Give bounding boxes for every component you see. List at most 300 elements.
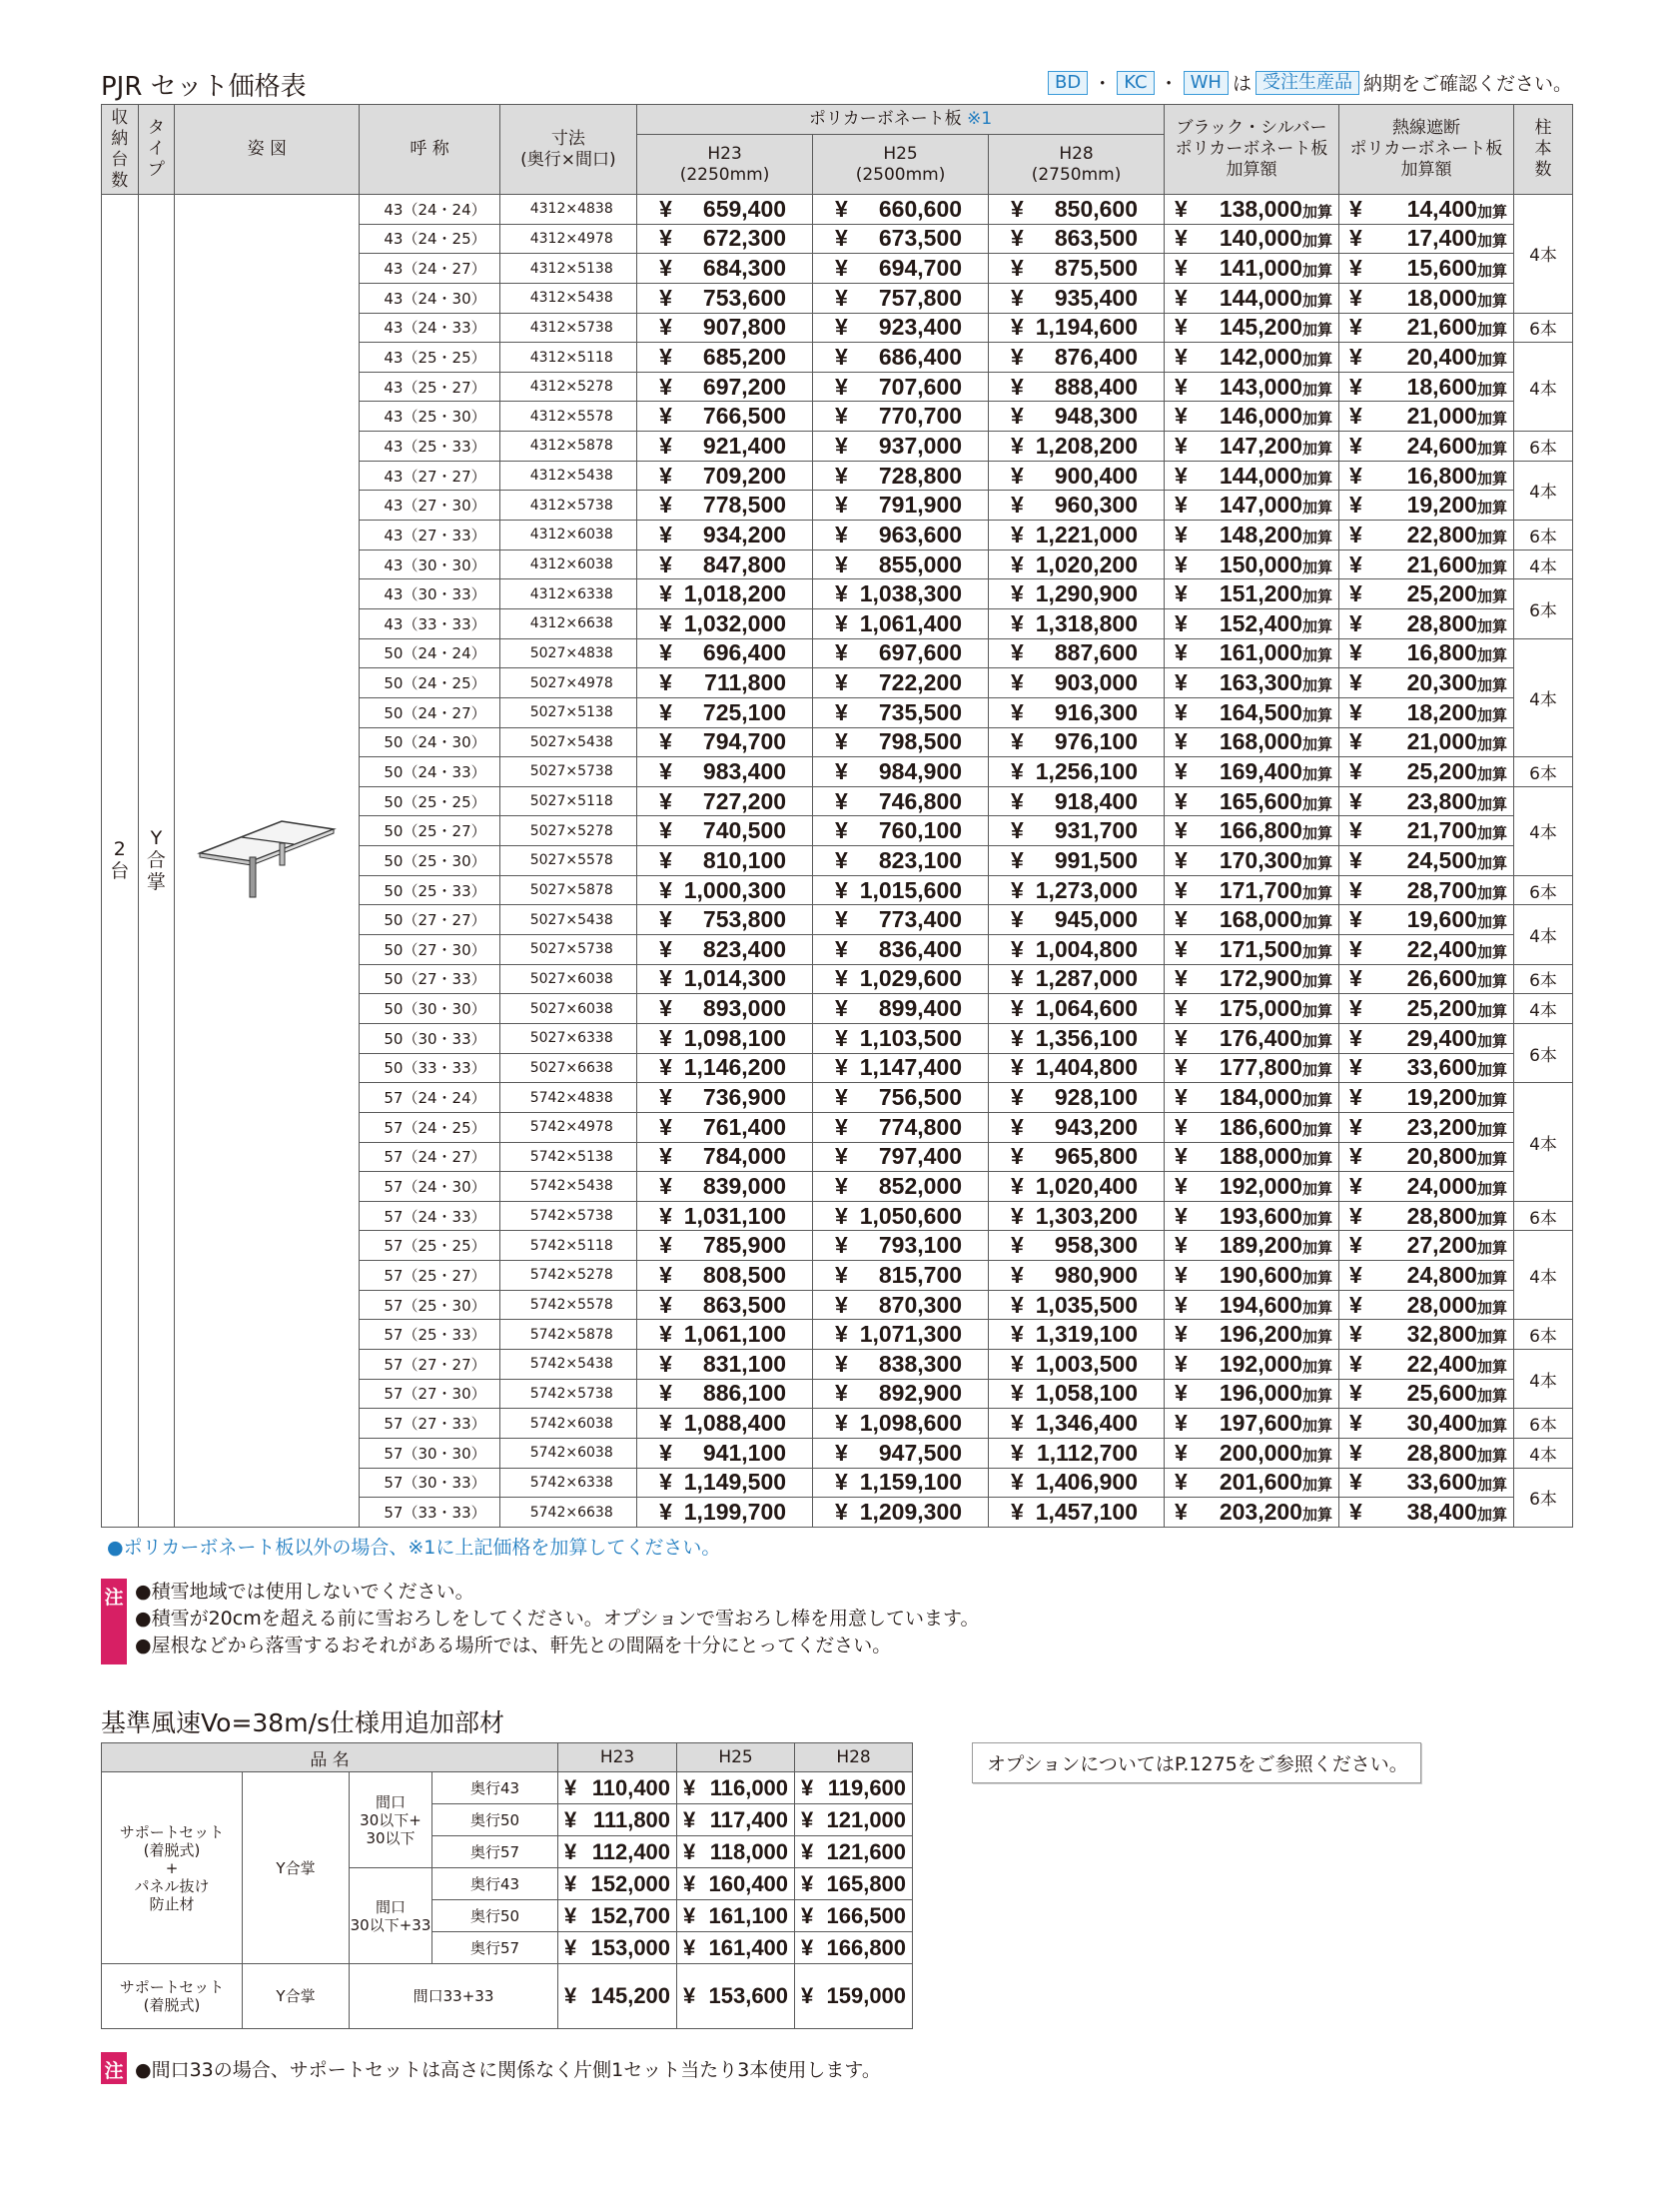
- yen-sign: ¥: [1348, 728, 1362, 755]
- price-value: 980,900: [1054, 1261, 1139, 1288]
- price-h25-cell: [813, 1083, 989, 1113]
- header-heat-line2: ポリカーボネート板: [1349, 139, 1503, 159]
- price-value: 697,200: [702, 373, 787, 400]
- price-h28-cell: [989, 313, 1165, 343]
- build-to-order-badge: 受注生産品: [1256, 71, 1359, 95]
- yen-sign: ¥: [683, 1902, 696, 1928]
- yen-sign: ¥: [1175, 432, 1188, 459]
- price-h23-cell: [637, 816, 813, 846]
- yen-sign: ¥: [835, 1291, 848, 1318]
- yen-sign: ¥: [835, 1261, 848, 1288]
- price-value: 1,194,600: [1035, 314, 1139, 341]
- price-value: 14,400加算: [1406, 195, 1507, 222]
- yen-sign: ¥: [1348, 492, 1362, 519]
- price-h28-cell: [989, 1468, 1165, 1498]
- add-suffix: 加算: [1476, 854, 1507, 872]
- yen-sign: ¥: [659, 344, 672, 371]
- price-h23-cell: [637, 935, 813, 965]
- option-price-h23-cell: [558, 1964, 677, 2029]
- price-h28-cell: [989, 697, 1165, 727]
- yen-sign: ¥: [1175, 1084, 1188, 1111]
- dimension-cell: 4312×6038: [499, 550, 636, 579]
- price-value: 886,100: [702, 1380, 787, 1407]
- yen-sign: ¥: [1175, 521, 1188, 548]
- price-value: 20,400加算: [1406, 344, 1507, 371]
- price-value: 1,319,100: [1035, 1321, 1139, 1348]
- header-figure: 姿 図: [175, 105, 360, 195]
- add-suffix: 加算: [1476, 1003, 1507, 1021]
- yen-sign: ¥: [1011, 906, 1024, 933]
- yen-sign: ¥: [659, 492, 672, 519]
- price-h23-cell: [637, 786, 813, 816]
- price-value: 761,400: [702, 1113, 787, 1140]
- legend-suffix: 納期をご確認ください。: [1362, 73, 1572, 95]
- price-value: 145,200: [590, 1983, 671, 2008]
- model-name-cell: 57（30・30）: [360, 1438, 499, 1468]
- price-value: 1,303,200: [1035, 1202, 1139, 1229]
- model-name-cell: 57（24・27）: [360, 1142, 499, 1172]
- price-value: 196,000加算: [1219, 1380, 1332, 1407]
- yen-sign: ¥: [1011, 1172, 1024, 1199]
- price-value: 1,004,800: [1035, 935, 1139, 962]
- model-name-cell: 57（25・30）: [360, 1290, 499, 1320]
- yen-sign: ¥: [1348, 1291, 1362, 1318]
- add-suffix: 加算: [1301, 322, 1332, 340]
- add-suffix: 加算: [1476, 558, 1507, 576]
- yen-sign: ¥: [801, 1934, 814, 1960]
- price-h25-cell: [813, 521, 989, 551]
- model-name-cell: 50（33・33）: [360, 1053, 499, 1083]
- price-h25-cell: [813, 994, 989, 1024]
- black-silver-add-cell: [1165, 875, 1339, 905]
- price-h23-cell: [637, 1083, 813, 1113]
- price-value: 963,600: [878, 521, 963, 548]
- price-h23-cell: [637, 521, 813, 551]
- price-value: 1,032,000: [683, 609, 787, 636]
- price-h25-cell: [813, 1172, 989, 1202]
- price-h28-cell: [989, 668, 1165, 698]
- yen-sign: ¥: [1011, 492, 1024, 519]
- yen-sign: ¥: [1348, 1350, 1362, 1377]
- dimension-cell: 4312×4978: [499, 224, 636, 254]
- yen-sign: ¥: [659, 284, 672, 311]
- black-silver-add-cell: [1165, 668, 1339, 698]
- price-value: 186,600加算: [1219, 1113, 1332, 1140]
- option-product-line: +: [165, 1858, 179, 1877]
- price-h23-cell: [637, 846, 813, 876]
- add-suffix: 加算: [1476, 943, 1507, 961]
- price-h28-cell: [989, 579, 1165, 609]
- heat-block-add-cell: [1338, 1320, 1513, 1350]
- price-value: 168,000加算: [1219, 906, 1332, 933]
- option-price-h25-cell: [677, 1836, 795, 1868]
- yen-sign: ¥: [801, 1983, 814, 2008]
- dimension-cell: 5742×5278: [499, 1261, 636, 1291]
- black-silver-add-cell: [1165, 1349, 1339, 1379]
- yen-sign: ¥: [564, 1983, 577, 2008]
- add-suffix: 加算: [1476, 440, 1507, 458]
- page-title: PJR セット価格表: [101, 72, 307, 102]
- price-value: 659,400: [702, 195, 787, 222]
- header-dim-line1: 寸法: [550, 128, 585, 149]
- add-suffix: 加算: [1476, 1210, 1507, 1228]
- price-h23-cell: [637, 1438, 813, 1468]
- model-name-cell: 43（24・30）: [360, 283, 499, 313]
- price-h28-cell: [989, 786, 1165, 816]
- option-note-block: [101, 2052, 881, 2084]
- dimension-cell: 5742×6338: [499, 1468, 636, 1498]
- price-h28-cell: [989, 1261, 1165, 1291]
- price-value: 1,064,600: [1035, 995, 1139, 1022]
- black-silver-add-cell: [1165, 1142, 1339, 1172]
- option-price-h28-cell: [795, 1804, 913, 1836]
- add-suffix: 加算: [1301, 233, 1332, 251]
- price-value: 119,600: [827, 1774, 907, 1800]
- yen-sign: ¥: [659, 1499, 672, 1525]
- add-suffix: 加算: [1301, 1032, 1332, 1050]
- model-name-cell: 57（24・24）: [360, 1083, 499, 1113]
- add-suffix: 加算: [1476, 352, 1507, 370]
- dimension-cell: 5027×5118: [499, 786, 636, 816]
- header-h28-label: H28: [1059, 143, 1094, 164]
- model-name-cell: 50（27・30）: [360, 935, 499, 965]
- price-value: 24,800加算: [1406, 1261, 1507, 1288]
- option-width-cell: [350, 1772, 432, 1868]
- dimension-cell: 5742×5738: [499, 1379, 636, 1409]
- heat-block-add-cell: [1338, 1083, 1513, 1113]
- add-suffix: 加算: [1301, 1477, 1332, 1495]
- yen-sign: ¥: [835, 580, 848, 607]
- price-value: 892,900: [878, 1380, 963, 1407]
- dimension-cell: 5742×4838: [499, 1083, 636, 1113]
- add-suffix: 加算: [1476, 529, 1507, 547]
- option-depth-cell: 奥行43: [432, 1868, 558, 1900]
- heat-block-add-cell: [1338, 1438, 1513, 1468]
- price-h25-cell: [813, 697, 989, 727]
- model-name-cell: 50（25・30）: [360, 846, 499, 876]
- price-value: 27,200加算: [1406, 1232, 1507, 1259]
- heat-block-add-cell: [1338, 964, 1513, 994]
- price-h23-cell: [637, 1172, 813, 1202]
- price-h23-cell: [637, 1112, 813, 1142]
- price-value: 22,400加算: [1406, 1350, 1507, 1377]
- black-silver-add-cell: [1165, 1290, 1339, 1320]
- price-value: 25,200加算: [1406, 995, 1507, 1022]
- add-suffix: 加算: [1476, 973, 1507, 991]
- heat-block-add-cell: [1338, 254, 1513, 284]
- add-suffix: 加算: [1301, 647, 1332, 665]
- price-value: 888,400: [1054, 373, 1139, 400]
- price-value: 907,800: [702, 314, 787, 341]
- polycarbonate-note: ●ポリカーボネート板以外の場合、※1に上記価格を加算してください。: [107, 1537, 721, 1559]
- price-h25-cell: [813, 816, 989, 846]
- header-count-char: 収: [111, 107, 129, 128]
- model-name-cell: 50（24・33）: [360, 757, 499, 787]
- yen-sign: ¥: [659, 609, 672, 636]
- price-h28-cell: [989, 1320, 1165, 1350]
- opt-header-name: 品 名: [102, 1743, 558, 1772]
- price-value: 1,031,100: [683, 1202, 787, 1229]
- price-value: 25,600加算: [1406, 1380, 1507, 1407]
- yen-sign: ¥: [835, 403, 848, 430]
- price-value: 1,088,400: [683, 1410, 787, 1437]
- yen-sign: ¥: [1175, 935, 1188, 962]
- model-name-cell: 57（24・33）: [360, 1201, 499, 1231]
- yen-sign: ¥: [1011, 551, 1024, 577]
- dimension-cell: 5027×5438: [499, 905, 636, 935]
- price-value: 166,800加算: [1219, 817, 1332, 844]
- price-value: 1,003,500: [1035, 1350, 1139, 1377]
- black-silver-add-cell: [1165, 1231, 1339, 1261]
- price-value: 17,400加算: [1406, 225, 1507, 252]
- price-value: 33,600加算: [1406, 1469, 1507, 1496]
- color-badge-kc: KC: [1117, 71, 1154, 95]
- option-parts-table: [101, 1742, 913, 2029]
- option-product-line: (着脱式): [143, 1840, 201, 1859]
- price-h28-cell: [989, 432, 1165, 462]
- yen-sign: ¥: [659, 551, 672, 577]
- black-silver-add-cell: [1165, 313, 1339, 343]
- price-h28-cell: [989, 935, 1165, 965]
- option-note-label: 注: [101, 2052, 127, 2084]
- price-value: 147,200加算: [1219, 432, 1332, 459]
- price-value: 1,147,400: [859, 1054, 963, 1081]
- storage-count-cell: [102, 195, 139, 1528]
- dimension-cell: 5027×5878: [499, 875, 636, 905]
- dimension-cell: 4312×5578: [499, 402, 636, 432]
- price-h23-cell: [637, 875, 813, 905]
- heat-block-add-cell: [1338, 521, 1513, 551]
- yen-sign: ¥: [659, 876, 672, 903]
- yen-sign: ¥: [1348, 1380, 1362, 1407]
- black-silver-add-cell: [1165, 786, 1339, 816]
- legend-separator: ・: [1093, 73, 1113, 95]
- option-reference-note: オプションについてはP.1275をご参照ください。: [972, 1742, 1421, 1783]
- add-suffix: 加算: [1301, 529, 1332, 547]
- type-label: [139, 827, 175, 893]
- yen-sign: ¥: [835, 195, 848, 222]
- price-h25-cell: [813, 1498, 989, 1528]
- yen-sign: ¥: [659, 432, 672, 459]
- post-count-cell: 6本: [1513, 757, 1572, 787]
- add-suffix: 加算: [1476, 795, 1507, 813]
- yen-sign: ¥: [1175, 876, 1188, 903]
- yen-sign: ¥: [1348, 639, 1362, 666]
- price-h28-cell: [989, 343, 1165, 373]
- yen-sign: ¥: [659, 580, 672, 607]
- yen-sign: ¥: [683, 1806, 696, 1832]
- dimension-cell: 5742×5438: [499, 1172, 636, 1202]
- yen-sign: ¥: [659, 255, 672, 282]
- yen-sign: ¥: [1348, 521, 1362, 548]
- price-h23-cell: [637, 964, 813, 994]
- price-value: 918,400: [1054, 787, 1139, 814]
- yen-sign: ¥: [683, 1870, 696, 1896]
- price-value: 1,290,900: [1035, 580, 1139, 607]
- yen-sign: ¥: [835, 906, 848, 933]
- price-value: 30,400加算: [1406, 1410, 1507, 1437]
- yen-sign: ¥: [1011, 1321, 1024, 1348]
- header-h23: [637, 135, 813, 195]
- black-silver-add-cell: [1165, 521, 1339, 551]
- price-value: 203,200加算: [1219, 1499, 1332, 1525]
- yen-sign: ¥: [659, 1439, 672, 1466]
- dimension-cell: 4312×5438: [499, 283, 636, 313]
- price-value: 150,000加算: [1219, 551, 1332, 577]
- yen-sign: ¥: [1011, 1439, 1024, 1466]
- yen-sign: ¥: [835, 1172, 848, 1199]
- add-suffix: 加算: [1301, 500, 1332, 518]
- black-silver-add-cell: [1165, 697, 1339, 727]
- price-value: 1,159,100: [859, 1469, 963, 1496]
- yen-sign: ¥: [1175, 1410, 1188, 1437]
- yen-sign: ¥: [1011, 521, 1024, 548]
- price-value: 797,400: [878, 1143, 963, 1170]
- price-value: 16,800加算: [1406, 639, 1507, 666]
- dimension-cell: 5027×5578: [499, 846, 636, 876]
- model-name-cell: 43（25・27）: [360, 372, 499, 402]
- price-value: 711,800: [704, 669, 787, 696]
- yen-sign: ¥: [1175, 255, 1188, 282]
- post-count-cell: 6本: [1513, 1320, 1572, 1350]
- black-silver-add-cell: [1165, 1438, 1339, 1468]
- option-width-cell: [350, 1868, 432, 1964]
- price-h25-cell: [813, 846, 989, 876]
- price-value: 1,209,300: [859, 1499, 963, 1525]
- yen-sign: ¥: [835, 639, 848, 666]
- type-char: 掌: [146, 871, 166, 894]
- price-h23-cell: [637, 994, 813, 1024]
- yen-sign: ¥: [1175, 906, 1188, 933]
- yen-sign: ¥: [835, 1202, 848, 1229]
- price-h28-cell: [989, 994, 1165, 1024]
- price-value: 1,018,200: [683, 580, 787, 607]
- price-value: 935,400: [1054, 284, 1139, 311]
- y-gassho-carport-figure: [192, 813, 342, 903]
- price-h28-cell: [989, 461, 1165, 491]
- price-h23-cell: [637, 283, 813, 313]
- yen-sign: ¥: [659, 1054, 672, 1081]
- yen-sign: ¥: [1175, 403, 1188, 430]
- black-silver-add-cell: [1165, 1320, 1339, 1350]
- add-suffix: 加算: [1301, 1358, 1332, 1376]
- option-depth-cell: 奥行43: [432, 1772, 558, 1804]
- price-h28-cell: [989, 491, 1165, 521]
- price-h25-cell: [813, 1231, 989, 1261]
- yen-sign: ¥: [1011, 225, 1024, 252]
- yen-sign: ¥: [1011, 1469, 1024, 1496]
- yen-sign: ¥: [659, 1024, 672, 1051]
- add-suffix: 加算: [1301, 1180, 1332, 1198]
- heat-block-add-cell: [1338, 757, 1513, 787]
- black-silver-add-cell: [1165, 846, 1339, 876]
- price-value: 1,020,200: [1035, 551, 1139, 577]
- yen-sign: ¥: [835, 1232, 848, 1259]
- yen-sign: ¥: [1348, 344, 1362, 371]
- price-value: 1,058,100: [1035, 1380, 1139, 1407]
- price-value: 16,800加算: [1406, 462, 1507, 489]
- header-poly-label: ポリカーボネート板: [808, 109, 962, 129]
- price-h25-cell: [813, 461, 989, 491]
- price-value: 25,200加算: [1406, 580, 1507, 607]
- price-value: 793,100: [878, 1232, 963, 1259]
- post-count-cell: 6本: [1513, 313, 1572, 343]
- heat-block-add-cell: [1338, 697, 1513, 727]
- price-value: 810,100: [702, 846, 787, 873]
- price-value: 189,200加算: [1219, 1232, 1332, 1259]
- yen-sign: ¥: [835, 1321, 848, 1348]
- price-value: 850,600: [1054, 195, 1139, 222]
- price-value: 673,500: [878, 225, 963, 252]
- yen-sign: ¥: [835, 995, 848, 1022]
- price-value: 141,000加算: [1219, 255, 1332, 282]
- yen-sign: ¥: [835, 757, 848, 784]
- dimension-cell: 5027×6338: [499, 1023, 636, 1053]
- price-h28-cell: [989, 1379, 1165, 1409]
- heat-block-add-cell: [1338, 372, 1513, 402]
- black-silver-add-cell: [1165, 1053, 1339, 1083]
- option-price-h23-cell: [558, 1836, 677, 1868]
- heat-block-add-cell: [1338, 1112, 1513, 1142]
- add-suffix: 加算: [1476, 1062, 1507, 1080]
- yen-sign: ¥: [1348, 698, 1362, 725]
- opt-header-h25: H25: [677, 1743, 795, 1772]
- heat-block-add-cell: [1338, 1023, 1513, 1053]
- yen-sign: ¥: [835, 1380, 848, 1407]
- post-count-cell: 4本: [1513, 195, 1572, 314]
- option-price-h25-cell: [677, 1772, 795, 1804]
- yen-sign: ¥: [1175, 1439, 1188, 1466]
- price-h23-cell: [637, 491, 813, 521]
- yen-sign: ¥: [659, 1143, 672, 1170]
- price-h28-cell: [989, 1083, 1165, 1113]
- yen-sign: ¥: [1011, 609, 1024, 636]
- yen-sign: ¥: [1348, 817, 1362, 844]
- price-value: 144,000加算: [1219, 284, 1332, 311]
- price-h28-cell: [989, 254, 1165, 284]
- price-value: 672,300: [702, 225, 787, 252]
- option-width-line: 30以下: [366, 1828, 416, 1847]
- price-value: 976,100: [1054, 728, 1139, 755]
- post-count-cell: 6本: [1513, 1201, 1572, 1231]
- yen-sign: ¥: [1011, 965, 1024, 992]
- heat-block-add-cell: [1338, 846, 1513, 876]
- option-product-cell: [102, 1772, 243, 1964]
- option-price-h28-cell: [795, 1868, 913, 1900]
- header-h25-mm: (2500mm): [855, 164, 946, 185]
- yen-sign: ¥: [1348, 1143, 1362, 1170]
- header-heat-block: [1338, 105, 1513, 195]
- price-value: 707,600: [878, 373, 963, 400]
- price-value: 728,800: [878, 462, 963, 489]
- price-value: 1,029,600: [859, 965, 963, 992]
- price-h25-cell: [813, 964, 989, 994]
- option-price-h23-cell: [558, 1932, 677, 1964]
- dimension-cell: 5742×5878: [499, 1320, 636, 1350]
- opt-header-h28: H28: [795, 1743, 913, 1772]
- dimension-cell: 5742×6038: [499, 1438, 636, 1468]
- price-h23-cell: [637, 1231, 813, 1261]
- price-value: 161,100: [708, 1902, 789, 1928]
- price-value: 870,300: [878, 1291, 963, 1318]
- black-silver-add-cell: [1165, 1172, 1339, 1202]
- dimension-cell: 4312×5278: [499, 372, 636, 402]
- price-value: 1,014,300: [683, 965, 787, 992]
- yen-sign: ¥: [1348, 935, 1362, 962]
- yen-sign: ¥: [835, 817, 848, 844]
- yen-sign: ¥: [1175, 787, 1188, 814]
- yen-sign: ¥: [1348, 403, 1362, 430]
